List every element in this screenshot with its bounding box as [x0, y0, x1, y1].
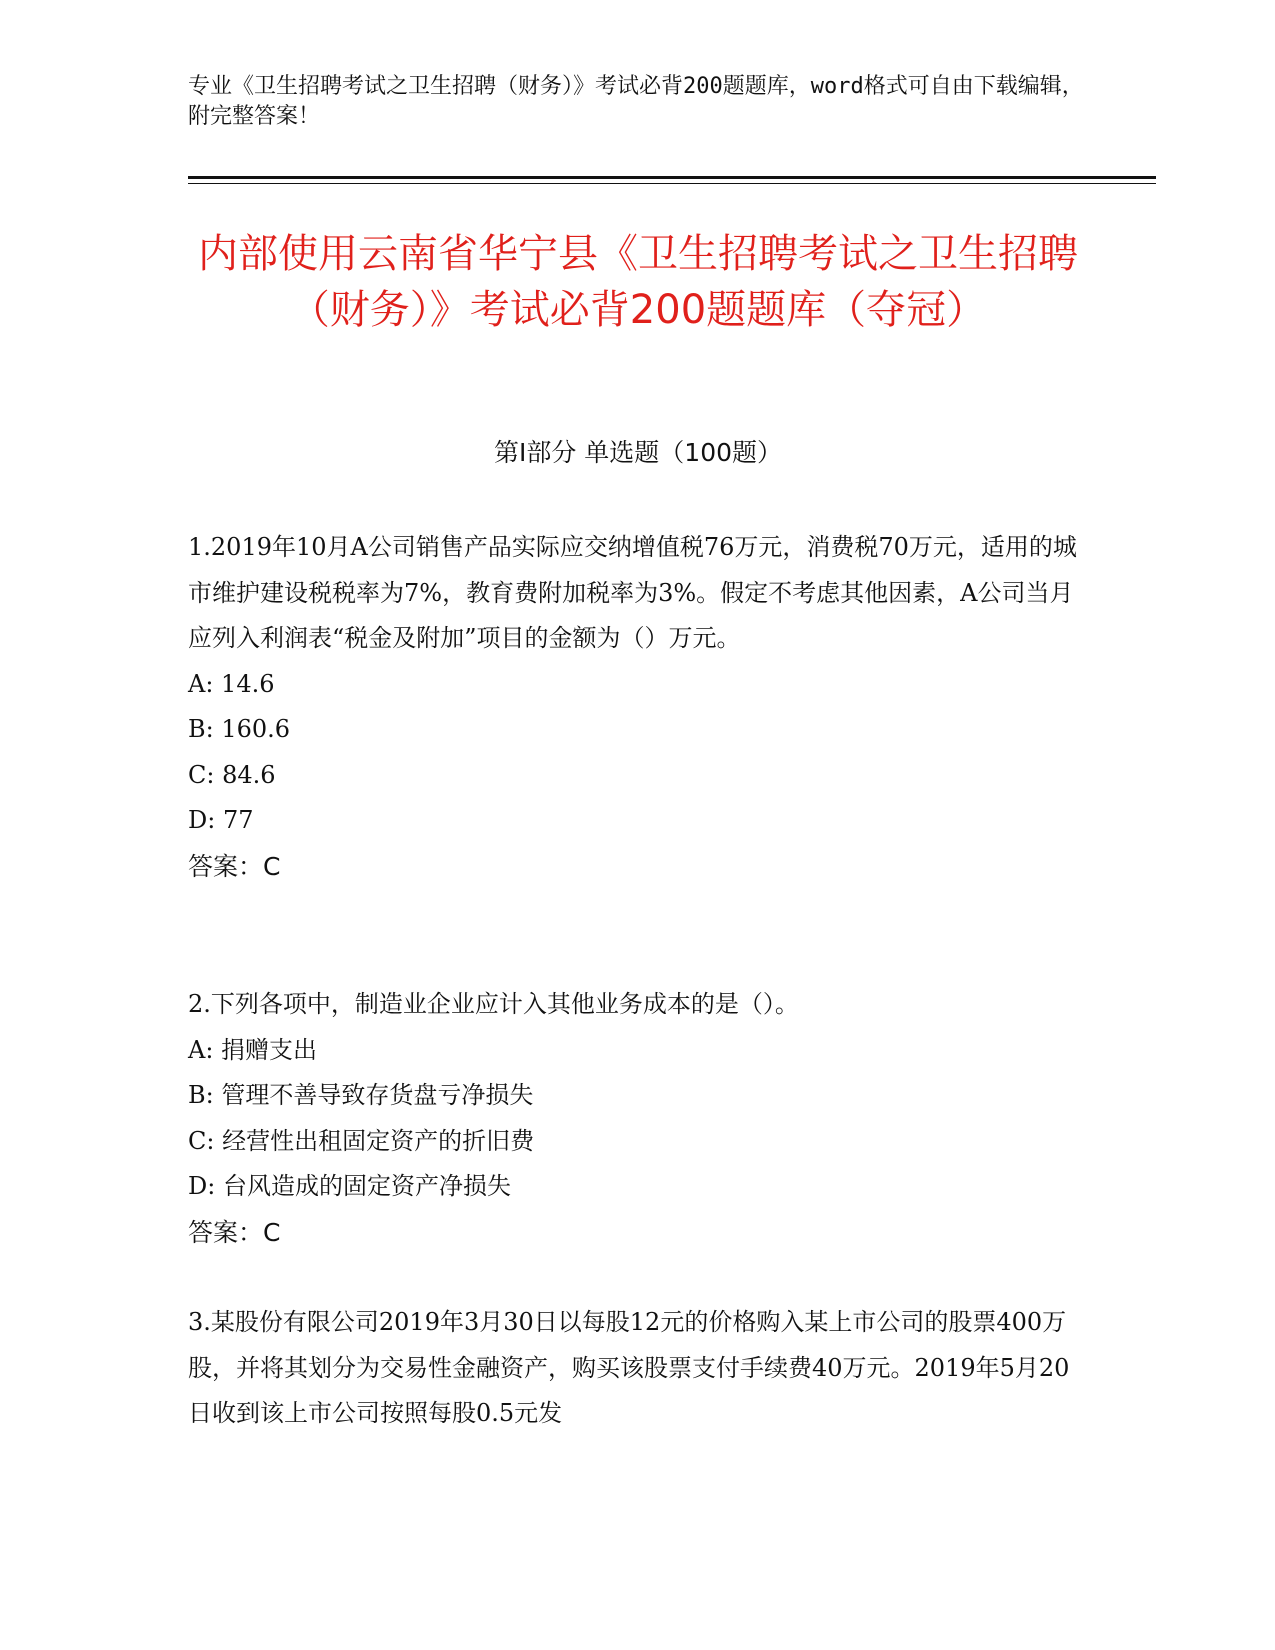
option-b: B: 管理不善导致存货盘亏净损失 [188, 1081, 534, 1109]
question-stem: 3.某股份有限公司2019年3月30日以每股12元的价格购入某上市公司的股票400万股，并将其划分为交易性金融资产，购买该股票支付手续费40万元。2019年5月20日收到该上市公司按照每股0.5元发 [188, 1308, 1070, 1427]
option-d: D: 77 [188, 806, 254, 834]
answer-line: 答案：C [188, 1217, 281, 1247]
question-2 [188, 982, 1088, 1255]
document-title: 内部使用云南省华宁县《卫生招聘考试之卫生招聘（财务）》考试必背200题题库（夺冠） [198, 231, 1078, 333]
option-b: B: 160.6 [188, 715, 291, 743]
section-heading: 第I部分 单选题（100题） [493, 438, 783, 467]
header-note: 专业《卫生招聘考试之卫生招聘（财务）》考试必背200题题库，word格式可自由下载编辑，附完整答案！ [188, 74, 1084, 129]
option-d: D: 台风造成的固定资产净损失 [188, 1172, 511, 1200]
answer-line: 答案：C [188, 851, 281, 881]
header-divider-thick [188, 176, 1156, 179]
header-divider-thin [188, 183, 1156, 184]
question-1 [188, 525, 1088, 889]
option-a: A: 捐赠支出 [188, 1035, 318, 1064]
option-c: C: 84.6 [188, 760, 276, 789]
question-stem: 2.下列各项中，制造业企业应计入其他业务成本的是（）。 [188, 990, 799, 1018]
option-c: C: 经营性出租固定资产的折旧费 [188, 1126, 535, 1155]
question-stem: 1.2019年10月A公司销售产品实际应交纳增值税76万元，消费税70万元，适用的城市维护建设税税率为7%，教育费附加税率为3%。假定不考虑其他因素，A公司当月应列入利润表“税金及附加”项目的金额为（）万元。 [188, 533, 1077, 652]
option-a: A: 14.6 [188, 669, 275, 698]
question-3 [188, 1300, 1088, 1437]
